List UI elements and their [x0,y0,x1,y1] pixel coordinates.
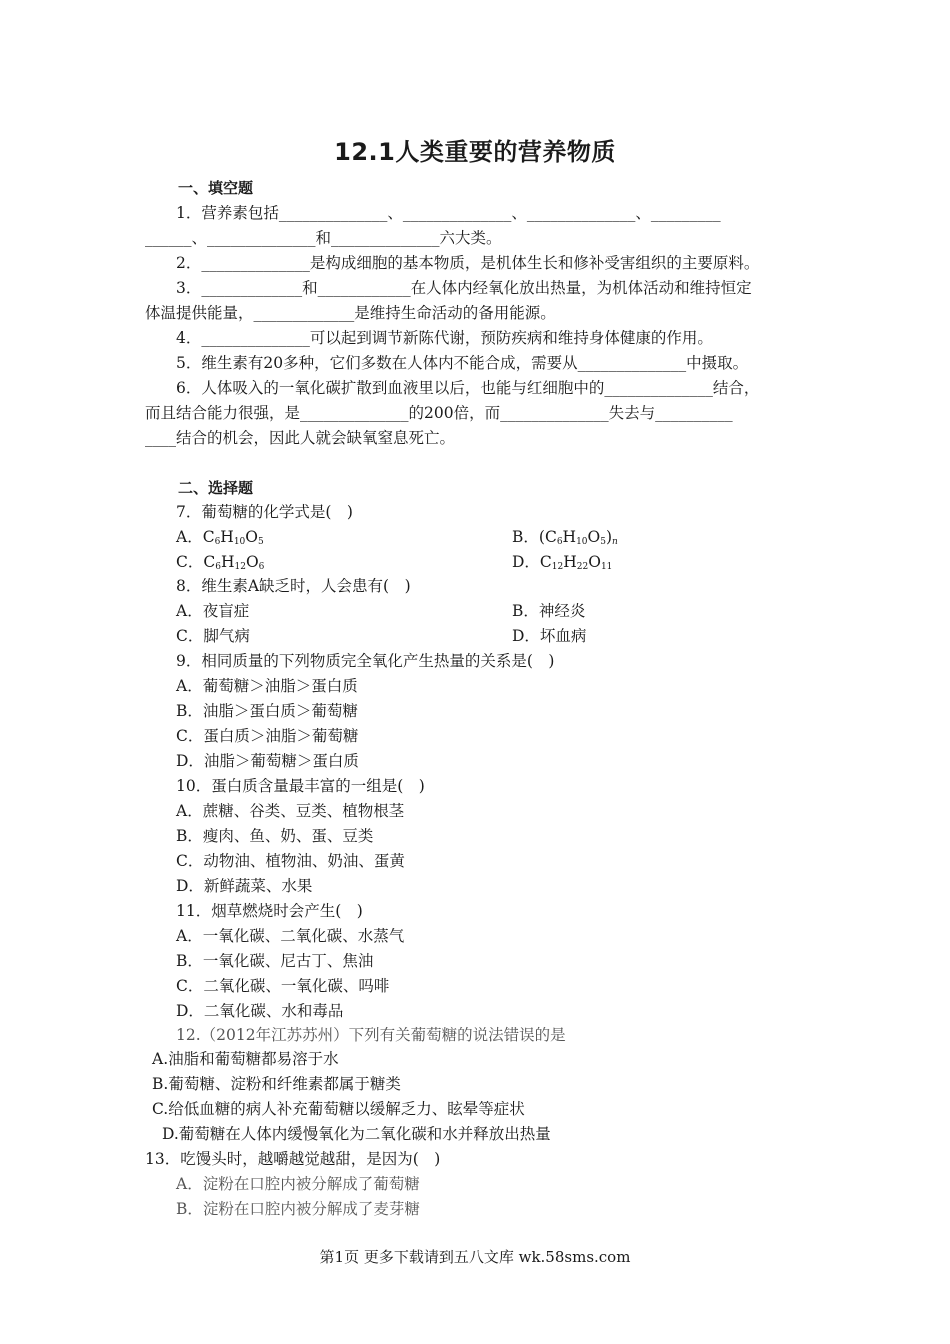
q11-option-c: C．二氧化碳、一氧化碳、吗啡 [176,977,390,995]
page-footer: 第1页 更多下载请到五八文库 wk.58sms.com [319,1248,631,1266]
q11-stem: 11．烟草燃烧时会产生( ) [176,902,363,920]
q4-line: 4．______________可以起到调节新陈代谢，预防疾病和维持身体健康的作用。 [176,329,713,347]
q1-line-2: ______、______________和______________六大类。 [145,229,502,247]
q2-line: 2．______________是构成细胞的基本物质，是机体生长和修补受害组织的主要原料。 [176,254,760,272]
q7-stem: 7．葡萄糖的化学式是( ) [176,503,353,521]
q3-line-2: 体温提供能量，_____________是维持生命活动的备用能源。 [145,304,556,322]
section-heading-fill-blank: 一、填空题 [178,179,254,197]
q9-option-b: B．油脂＞蛋白质＞葡萄糖 [176,702,358,720]
q10-stem: 10．蛋白质含量最丰富的一组是( ) [176,777,425,795]
q1-line-1: 1．营养素包括______________、______________、______________、_________ [176,204,721,222]
q12-option-d: D.葡萄糖在人体内缓慢氧化为二氧化碳和水并释放出热量 [162,1125,551,1143]
q10-option-b: B．瘦肉、鱼、奶、蛋、豆类 [176,827,374,845]
q10-option-a: A．蔗糖、谷类、豆类、植物根茎 [176,802,405,820]
q9-option-d: D．油脂＞葡萄糖＞蛋白质 [176,752,359,770]
q8-stem: 8．维生素A缺乏时，人会患有( ) [176,577,411,595]
q12-option-c: C.给低血糖的病人补充葡萄糖以缓解乏力、眩晕等症状 [152,1100,525,1118]
q13-stem: 13．吃馒头时，越嚼越觉越甜，是因为( ) [145,1150,441,1168]
q7-option-b: B．$(C_6H_{10}O_5)_n$ [512,528,618,547]
q13-option-b: B．淀粉在口腔内被分解成了麦芽糖 [176,1200,420,1218]
q11-option-b: B．一氧化碳、尼古丁、焦油 [176,952,374,970]
q12-option-b: B.葡萄糖、淀粉和纤维素都属于糖类 [152,1075,401,1093]
q6-line-2: 而且结合能力很强，是______________的200倍，而______________失去与__________ [145,404,733,422]
q8-option-a: A．夜盲症 [176,602,250,620]
q11-option-d: D．二氧化碳、水和毒品 [176,1002,344,1020]
q8-option-d: D．坏血病 [512,627,587,645]
q3-line-1: 3．_____________和____________在人体内经氧化放出热量，为机体活动和维持恒定 [176,279,752,297]
section-heading-choice: 二、选择题 [178,479,254,497]
q6-line-1: 6．人体吸入的一氧化碳扩散到血液里以后，也能与红细胞中的______________结合， [176,379,760,397]
q12-option-a: A.油脂和葡萄糖都易溶于水 [152,1050,339,1068]
q5-line: 5．维生素有20多种，它们多数在人体内不能合成，需要从______________中摄取。 [176,354,749,372]
q6-line-3: ____结合的机会，因此人就会缺氧窒息死亡。 [145,429,456,447]
q10-option-c: C．动物油、植物油、奶油、蛋黄 [176,852,405,870]
q9-option-c: C．蛋白质＞油脂＞葡萄糖 [176,727,359,745]
q8-option-b: B．神经炎 [512,602,586,620]
q7-option-c: C．$C_6H_{12}O_6$ [176,553,265,572]
q7-option-d: D．$C_{12}H_{22}O_{11}$ [512,553,613,572]
q12-stem: 12.（2012年江苏苏州）下列有关葡萄糖的说法错误的是 [176,1026,566,1044]
q7-option-a: A．$C_6H_{10}O_5$ [176,528,264,547]
q10-option-d: D．新鲜蔬菜、水果 [176,877,313,895]
q9-stem: 9．相同质量的下列物质完全氧化产生热量的关系是( ) [176,652,555,670]
q11-option-a: A．一氧化碳、二氧化碳、水蒸气 [176,927,405,945]
q13-option-a: A．淀粉在口腔内被分解成了葡萄糖 [176,1175,420,1193]
q9-option-a: A．葡萄糖＞油脂＞蛋白质 [176,677,358,695]
q8-option-c: C．脚气病 [176,627,250,645]
page-title: 12.1人类重要的营养物质 [334,138,616,166]
